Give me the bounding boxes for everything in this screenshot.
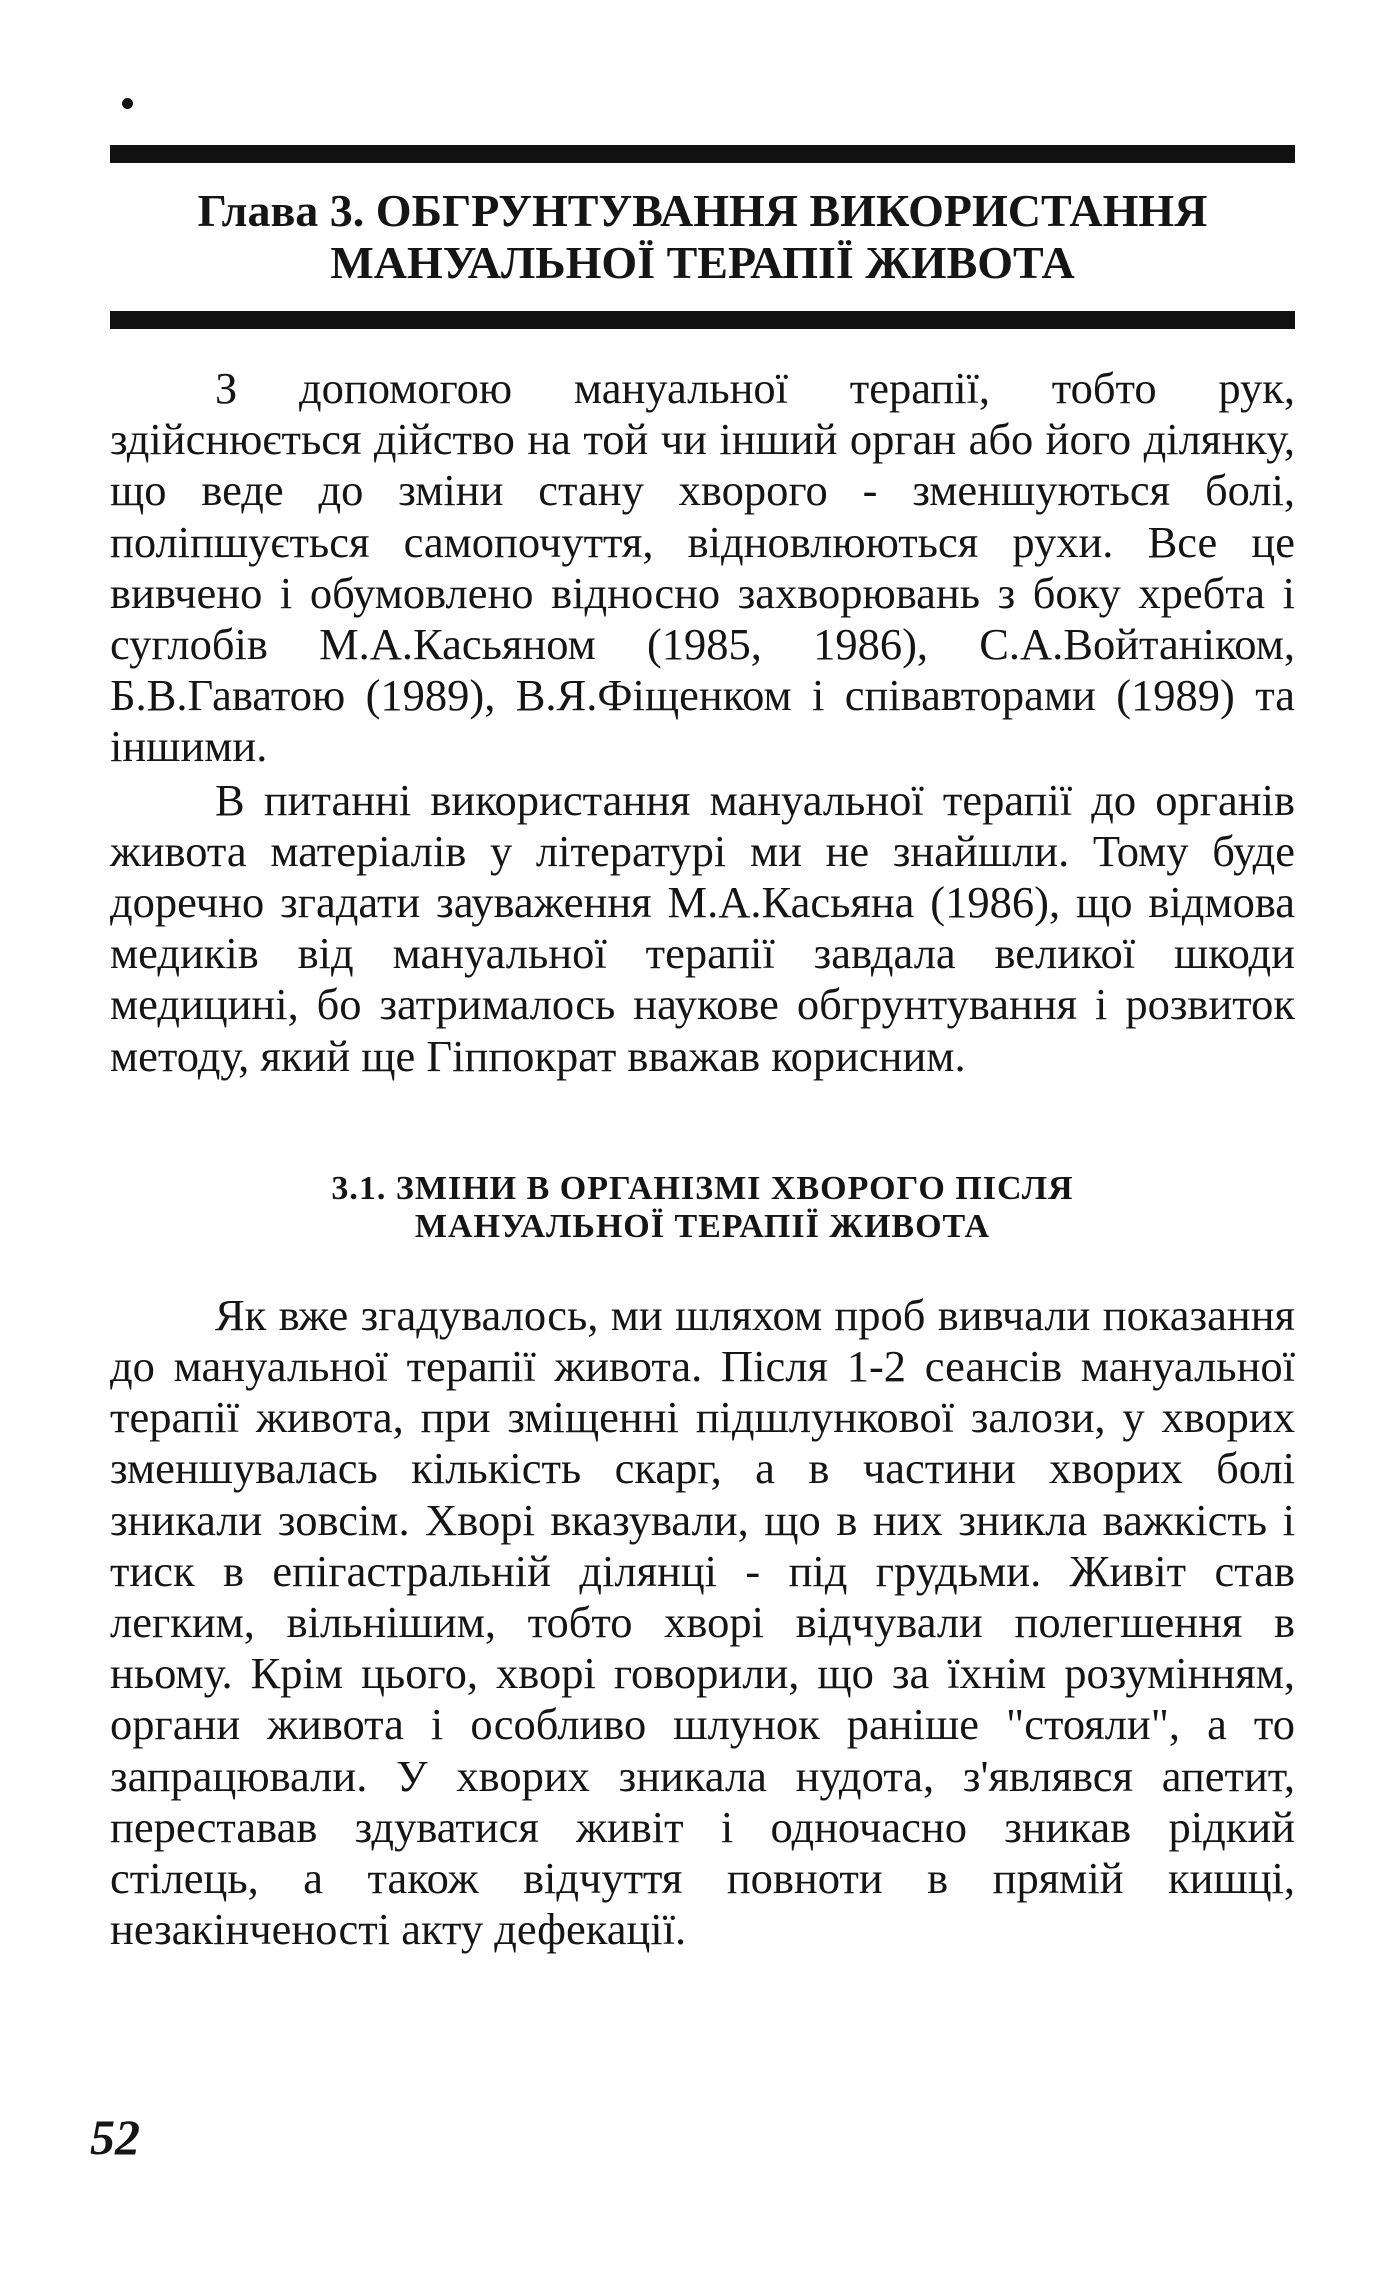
- intro-paragraph-1: З допомогою мануальної терапії, тобто рук, здійснюється дійство на той чи інший орган або його ділянку, що веде до зміни стану хворого - зменшуються болі, поліпшується самопочуття, відновлюються рухи. Все це вивчено і обумовлено відносно захворювань з боку хребта і суглобів М.А.Касьяном (1985, 1986), С.А.Войтаніком, Б.В.Гаватою (1989), В.Я.Фіщенком і співавторами (1989) та іншими.: [110, 363, 1295, 772]
- section-paragraph-1: Як вже згадувалось, ми шляхом проб вивчали показання до мануальної терапії живота. Після 1-2 сеансів мануальної терапії живота, при зміщенні підшлункової залози, у хворих зменшувалась кількість скарг, а в частини хворих болі зникали зовсім. Хворі вказували, що в них зникла важкість і тиск в епігастральній ділянці - під грудьми. Живіт став легким, вільнішим, тобто хворі відчували полегшення в ньому. Крім цього, хворі говорили, що за їхнім розумінням, органи живота і особливо шлунок раніше "стояли", а то запрацювали. У хворих зникала нудота, з'являвся апетит, переставав здуватися живіт і одночасно зникав рідкий стілець, а також відчуття повноти в прямій кишці, незакінченості акту дефекації.: [110, 1289, 1295, 1955]
- chapter-title: [110, 185, 1295, 289]
- bottom-rule: [110, 311, 1295, 329]
- section-title-line1: 3.1. ЗМІНИ В ОРГАНІЗМІ ХВОРОГО ПІСЛЯ: [331, 1169, 1074, 1207]
- top-rule: [110, 145, 1295, 163]
- print-mark-dot: [122, 98, 133, 109]
- section-title-line2: МАНУАЛЬНОЇ ТЕРАПІЇ ЖИВОТА: [414, 1207, 991, 1245]
- book-page: [110, 145, 1295, 1955]
- page-number: 52: [90, 2109, 140, 2165]
- intro-paragraph-2: В питанні використання мануальної терапії до органів живота матеріалів у літературі ми не знайшли. Тому буде доречно згадати зауваження М.А.Касьяна (1986), що відмова медиків від мануальної терапії завдала великої шкоди медицині, бо затрималось наукове обгрунтування і розвиток методу, який ще Гіппократ вважав корисним.: [110, 774, 1295, 1081]
- intro-text: [110, 363, 1295, 1082]
- section-text: [110, 1290, 1295, 1956]
- chapter-title-line1: Глава 3. ОБГРУНТУВАННЯ ВИКОРИСТАННЯ: [197, 185, 1208, 236]
- section-title: [110, 1170, 1295, 1246]
- chapter-title-line2: МАНУАЛЬНОЇ ТЕРАПІЇ ЖИВОТА: [330, 237, 1075, 288]
